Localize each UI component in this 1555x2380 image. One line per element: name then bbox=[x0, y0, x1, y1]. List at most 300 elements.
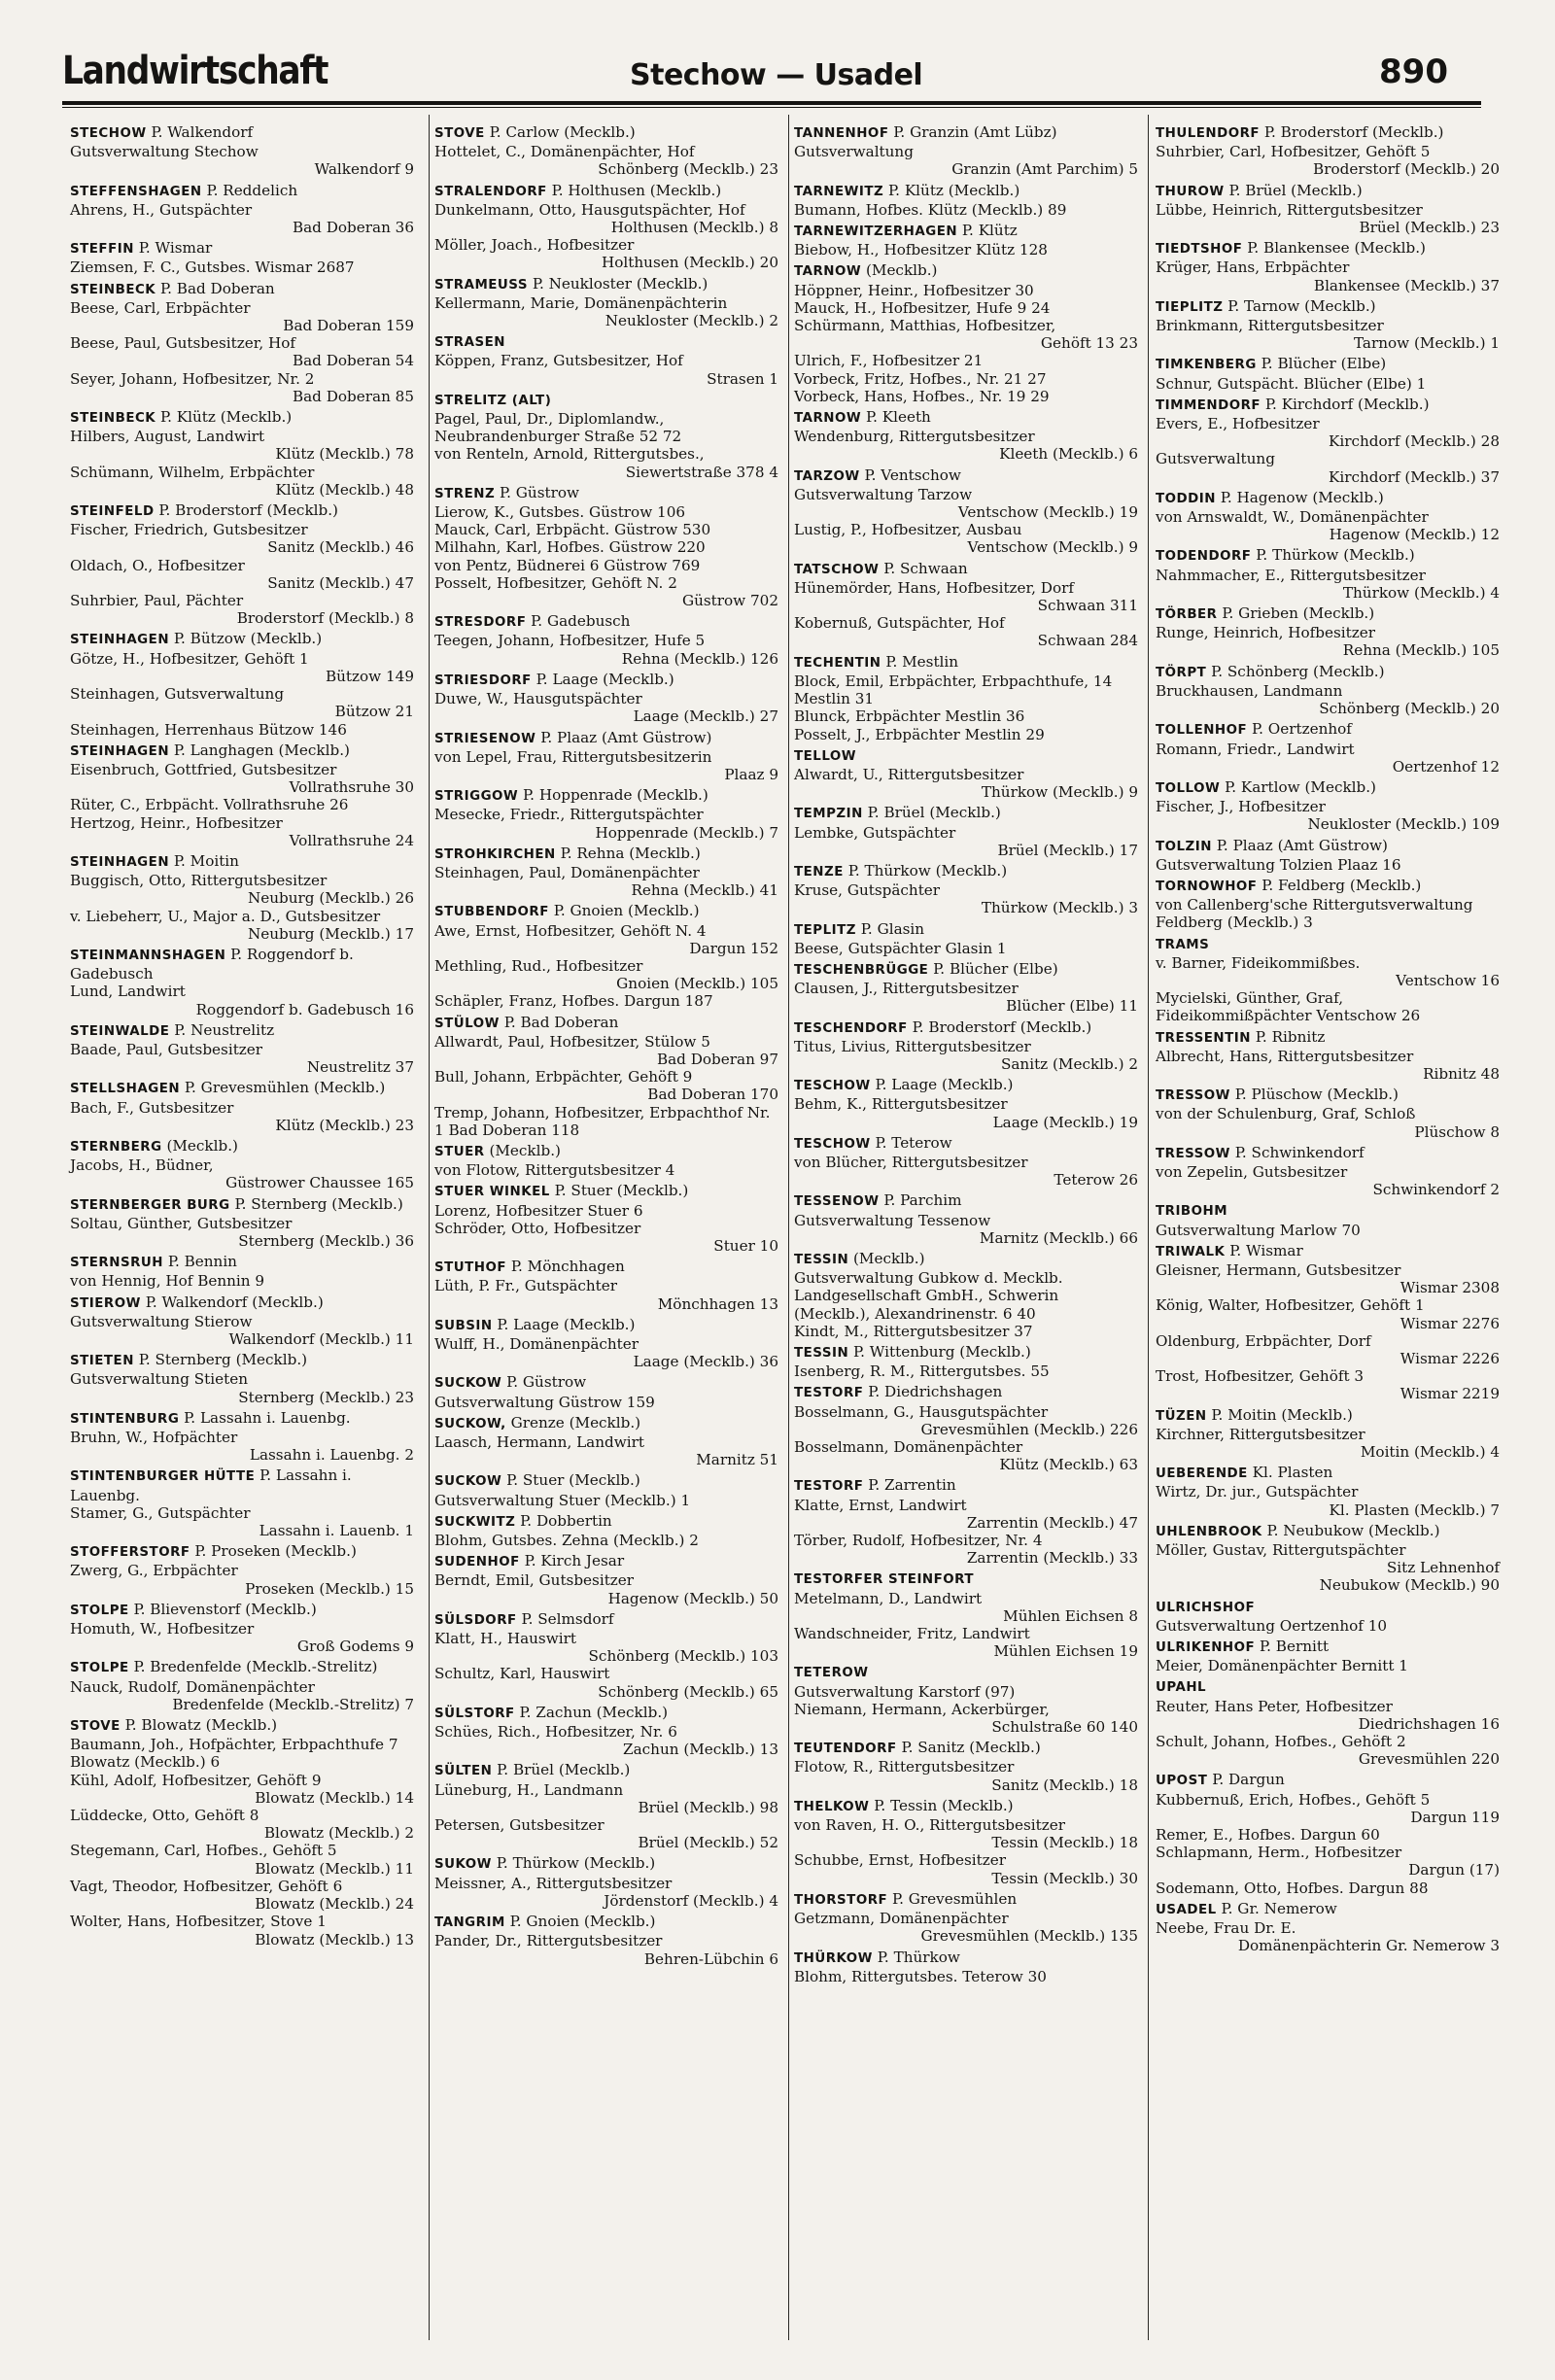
place-postal-location: P. Kirch Jesar bbox=[524, 1552, 625, 1570]
place-heading bbox=[794, 408, 1138, 428]
entry-location: Zarrentin (Mecklb.) 33 bbox=[966, 1549, 1138, 1568]
directory-entry bbox=[70, 796, 414, 813]
place-postal-location: P. Wismar bbox=[138, 239, 213, 258]
place-name: TOLLOW bbox=[1156, 780, 1221, 796]
entry-text: Zwerg, G., Erbpächter bbox=[70, 1562, 238, 1580]
directory-entry bbox=[70, 1215, 414, 1250]
entry-text: Vorbeck, Hans, Hofbes., Nr. 19 29 bbox=[794, 387, 1050, 405]
directory-entry bbox=[70, 334, 414, 369]
place-name: TRIWALK bbox=[1156, 1244, 1226, 1259]
directory-entry bbox=[434, 352, 778, 387]
entry-text: Eisenbruch, Gottfried, Gutsbesitzer bbox=[70, 760, 337, 778]
entry-text: Steinhagen, Herrenhaus Bützow 146 bbox=[70, 720, 347, 739]
directory-entry bbox=[434, 1532, 778, 1549]
place-name: TESCHENDORF bbox=[794, 1020, 908, 1036]
entry-location: Ribnitz 48 bbox=[1423, 1064, 1500, 1083]
place-postal-location: P. Rehna (Mecklb.) bbox=[560, 844, 701, 862]
place-postal-location: (Mecklb.) bbox=[489, 1141, 561, 1159]
place-postal-location: P. Laage (Mecklb.) bbox=[875, 1076, 1014, 1094]
entry-location: Bad Doberan 159 bbox=[283, 317, 414, 335]
directory-entry bbox=[794, 370, 1138, 388]
entry-text: Hünemörder, Hans, Hofbesitzer, Dorf bbox=[794, 578, 1074, 597]
place-name: SÜLSTORF bbox=[434, 1706, 515, 1721]
entry-text: Möller, Joach., Hofbesitzer bbox=[434, 236, 635, 255]
directory-entry bbox=[70, 872, 414, 907]
entry-location: Schwinkendorf 2 bbox=[1372, 1181, 1500, 1199]
place-postal-location: P. Grevesmühlen bbox=[891, 1889, 1018, 1908]
place-heading bbox=[70, 1079, 414, 1098]
entry-text: Gutsverwaltung Gubkow d. Mecklb. Landgesellschaft GmbH., Schwerin (Mecklb.), Alexandrinenstr. 6 40 bbox=[794, 1269, 1063, 1323]
directory-entry bbox=[434, 236, 778, 271]
place-postal-location: P. Glasin bbox=[860, 919, 925, 938]
directory-entry bbox=[434, 503, 778, 521]
place-name: STEFFIN bbox=[70, 242, 134, 258]
place-entry bbox=[1156, 239, 1500, 294]
directory-entry bbox=[1156, 1733, 1500, 1768]
place-postal-location: P. Gnoien (Mecklb.) bbox=[553, 902, 700, 920]
place-name: ULRICHSHOF bbox=[1156, 1600, 1256, 1615]
place-entry bbox=[1156, 778, 1500, 834]
directory-entry bbox=[794, 1212, 1138, 1247]
place-name: TRESSOW bbox=[1156, 1146, 1230, 1161]
entry-text: Schümann, Wilhelm, Erbpächter bbox=[70, 463, 315, 481]
place-entry bbox=[70, 1079, 414, 1134]
entry-text: Hilbers, August, Landwirt bbox=[70, 428, 265, 446]
entry-location: Tessin (Mecklb.) 18 bbox=[991, 1834, 1138, 1852]
entry-text: Block, Emil, Erbpächter, Erbpachthufe, 14 Mestlin 31 bbox=[794, 672, 1113, 708]
place-heading bbox=[434, 123, 778, 143]
place-entry bbox=[434, 275, 778, 330]
directory-entry bbox=[1156, 143, 1500, 178]
place-entry bbox=[794, 1383, 1138, 1473]
place-heading bbox=[434, 1373, 778, 1393]
place-name: STEFFENSHAGEN bbox=[70, 184, 202, 199]
directory-entry bbox=[794, 201, 1138, 219]
directory-entry bbox=[1156, 450, 1500, 485]
directory-entry bbox=[794, 521, 1138, 556]
directory-entry bbox=[434, 864, 778, 899]
place-entry bbox=[1156, 489, 1500, 544]
entry-location: Sanitz (Mecklb.) 2 bbox=[1000, 1054, 1138, 1073]
directory-entry bbox=[1156, 415, 1500, 450]
directory-entry bbox=[794, 1095, 1138, 1130]
entry-location: Rehna (Mecklb.) 105 bbox=[1342, 641, 1500, 660]
place-name: STEINHAGEN bbox=[70, 854, 170, 870]
place-postal-location: P. Güstrow bbox=[506, 1373, 587, 1392]
place-name: TOLLENHOF bbox=[1156, 723, 1248, 739]
entry-text: Bruckhausen, Landmann bbox=[1156, 681, 1343, 700]
place-postal-location: P. Grevesmühlen (Mecklb.) bbox=[184, 1079, 386, 1097]
entry-location: Neukloster (Mecklb.) 109 bbox=[1307, 815, 1500, 834]
entry-text: Lüddecke, Otto, Gehöft 8 bbox=[70, 1807, 259, 1825]
entry-location: Sanitz (Mecklb.) 46 bbox=[267, 538, 414, 557]
place-heading bbox=[794, 1476, 1138, 1496]
entry-location: Vollrathsruhe 30 bbox=[289, 778, 414, 797]
place-heading bbox=[1156, 1638, 1500, 1657]
place-entry bbox=[1156, 1144, 1500, 1199]
place-name: STERNBERG bbox=[70, 1139, 162, 1155]
place-postal-location: P. Gadebusch bbox=[531, 612, 631, 631]
place-postal-location: P. Broderstorf (Mecklb.) bbox=[912, 1018, 1092, 1036]
place-postal-location: Kl. Plasten bbox=[1252, 1464, 1333, 1482]
place-entry bbox=[1156, 837, 1500, 874]
header-rule bbox=[62, 101, 1481, 105]
place-heading bbox=[70, 239, 414, 259]
place-name: STRESDORF bbox=[434, 615, 527, 631]
column-3 bbox=[794, 121, 1138, 1985]
directory-entry bbox=[794, 881, 1138, 916]
place-name: TODDIN bbox=[1156, 491, 1216, 506]
place-name: TARNOW bbox=[794, 264, 862, 280]
entry-text: Buggisch, Otto, Rittergutsbesitzer bbox=[70, 872, 328, 890]
directory-entry bbox=[70, 685, 414, 720]
entry-text: Steinhagen, Paul, Domänenpächter bbox=[434, 863, 700, 881]
place-name: TEPLITZ bbox=[794, 922, 856, 938]
place-entry bbox=[794, 1343, 1138, 1380]
place-heading bbox=[70, 852, 414, 872]
entry-location: Schwaan 284 bbox=[1037, 632, 1138, 650]
entry-location: Mühlen Eichsen 19 bbox=[993, 1642, 1138, 1661]
entry-location: Laage (Mecklb.) 19 bbox=[992, 1113, 1138, 1131]
place-name: TESTORF bbox=[794, 1479, 864, 1495]
place-postal-location: P. Wittenburg (Mecklb.) bbox=[853, 1343, 1031, 1361]
place-heading bbox=[70, 501, 414, 521]
place-postal-location: P. Dobbertin bbox=[520, 1511, 612, 1530]
directory-entry bbox=[1156, 682, 1500, 717]
column-2 bbox=[434, 121, 778, 1968]
place-postal-location: P. Laage (Mecklb.) bbox=[536, 670, 674, 688]
entry-location: Bützow 149 bbox=[325, 667, 414, 685]
place-entry bbox=[70, 1716, 414, 1949]
place-postal-location: P. Oertzenhof bbox=[1252, 720, 1352, 739]
place-entry bbox=[434, 902, 778, 1010]
entry-location: Granzin (Amt Parchim) 5 bbox=[951, 160, 1138, 179]
place-name: STRALENDORF bbox=[434, 184, 547, 199]
place-name: SUCKOW bbox=[434, 1376, 502, 1392]
place-entry bbox=[434, 729, 778, 784]
directory-entry bbox=[794, 1362, 1138, 1380]
directory-entry bbox=[70, 650, 414, 685]
place-entry bbox=[70, 1658, 414, 1713]
directory-entry bbox=[794, 614, 1138, 649]
place-name: STEINFELD bbox=[70, 504, 155, 520]
place-postal-location: P. Thürkow (Mecklb.) bbox=[847, 861, 1008, 880]
place-entry bbox=[434, 786, 778, 842]
place-entry bbox=[794, 746, 1138, 802]
place-entry bbox=[434, 182, 778, 272]
entry-text: von der Schulenburg, Graf, Schloß bbox=[1156, 1105, 1416, 1123]
place-entry bbox=[434, 1471, 778, 1508]
place-heading bbox=[794, 466, 1138, 486]
place-heading bbox=[70, 408, 414, 428]
place-heading bbox=[794, 222, 1138, 241]
entry-text: Schürmann, Matthias, Hofbesitzer, bbox=[794, 317, 1056, 335]
place-name: TELLOW bbox=[794, 748, 857, 764]
place-name: STINTENBURGER HÜTTE bbox=[70, 1469, 256, 1485]
place-postal-location: P. Bennin bbox=[167, 1253, 237, 1271]
place-name: TÖRPT bbox=[1156, 665, 1207, 680]
entry-location: Walkendorf (Mecklb.) 11 bbox=[228, 1330, 414, 1348]
place-entry bbox=[434, 1512, 778, 1549]
entry-text: Bull, Johann, Erbpächter, Gehöft 9 bbox=[434, 1068, 693, 1087]
place-entry bbox=[434, 612, 778, 668]
place-heading bbox=[70, 1409, 414, 1429]
place-heading bbox=[70, 1021, 414, 1041]
place-name: TENZE bbox=[794, 864, 844, 880]
directory-entry bbox=[794, 1758, 1138, 1793]
place-postal-location: P. Bad Doberan bbox=[160, 279, 275, 297]
entry-text: Pander, Dr., Rittergutsbesitzer bbox=[434, 1932, 663, 1950]
column-divider bbox=[429, 115, 430, 2340]
entry-text: Kubbernuß, Erich, Hofbes., Gehöft 5 bbox=[1156, 1790, 1431, 1809]
place-heading bbox=[434, 902, 778, 921]
place-postal-location: P. Plaaz (Amt Güstrow) bbox=[540, 728, 712, 746]
entry-location: Brüel (Mecklb.) 52 bbox=[638, 1834, 778, 1852]
entry-text: Stegemann, Carl, Hofbes., Gehöft 5 bbox=[70, 1842, 337, 1860]
entry-location: Güstrow 702 bbox=[681, 592, 778, 610]
entry-location: Bad Doberan 97 bbox=[656, 1050, 778, 1068]
place-entry bbox=[434, 1182, 778, 1255]
place-entry bbox=[794, 1663, 1138, 1736]
entry-text: Gutsverwaltung Oertzenhof 10 bbox=[1156, 1616, 1388, 1635]
directory-entry bbox=[70, 1878, 414, 1913]
place-heading bbox=[1156, 123, 1500, 143]
directory-entry bbox=[434, 1068, 778, 1103]
entry-text: von Pentz, Büdnerei 6 Güstrow 769 bbox=[434, 556, 701, 574]
place-heading bbox=[434, 1142, 778, 1161]
entry-text: Ulrich, F., Hofbesitzer 21 bbox=[794, 352, 984, 370]
directory-entry bbox=[434, 538, 778, 556]
place-name: TRESSOW bbox=[1156, 1088, 1230, 1104]
header-rule-thin bbox=[62, 107, 1481, 108]
entry-location: Grevesmühlen (Mecklb.) 135 bbox=[920, 1927, 1138, 1946]
entry-location: Behren-Lübchin 6 bbox=[643, 1949, 778, 1968]
entry-text: Niemann, Hermann, Ackerbürger, bbox=[794, 1700, 1050, 1718]
entry-text: von Hennig, Hof Bennin 9 bbox=[70, 1272, 265, 1291]
directory-entry bbox=[70, 201, 414, 236]
place-heading bbox=[434, 1182, 778, 1201]
entry-location: Neustrelitz 37 bbox=[306, 1058, 414, 1077]
place-heading bbox=[70, 182, 414, 201]
place-postal-location: P. Kleeth bbox=[865, 408, 931, 427]
entry-text: Mauck, H., Hofbesitzer, Hufe 9 24 bbox=[794, 298, 1051, 317]
entry-location: Grevesmühlen (Mecklb.) 226 bbox=[920, 1420, 1138, 1438]
directory-entry bbox=[794, 940, 1138, 957]
place-name: STOLPE bbox=[70, 1603, 129, 1618]
entry-text: Runge, Heinrich, Hofbesitzer bbox=[1156, 624, 1376, 642]
entry-text: Kruse, Gutspächter bbox=[794, 881, 941, 900]
place-name: THÜRKOW bbox=[794, 1950, 873, 1966]
place-name: STERNBERGER BURG bbox=[70, 1197, 230, 1213]
place-entry bbox=[1156, 935, 1500, 1025]
directory-entry bbox=[1156, 896, 1500, 931]
place-name: TARZOW bbox=[794, 468, 860, 484]
entry-location: Blowatz (Mecklb.) 11 bbox=[255, 1859, 414, 1878]
place-heading bbox=[1156, 1201, 1500, 1221]
place-heading bbox=[1156, 1242, 1500, 1261]
directory-entry bbox=[434, 445, 778, 480]
entry-location: Klütz (Mecklb.) 48 bbox=[275, 480, 414, 499]
directory-entry bbox=[434, 1875, 778, 1910]
place-name: STIETEN bbox=[70, 1354, 134, 1369]
entry-text: Gutsverwaltung Stieten bbox=[70, 1370, 248, 1389]
directory-entry bbox=[794, 1269, 1138, 1323]
entry-location: Kirchdorf (Mecklb.) 28 bbox=[1329, 432, 1500, 451]
entry-text: Gutsverwaltung bbox=[1156, 450, 1275, 468]
entry-location: Groß Godems 9 bbox=[296, 1638, 414, 1656]
place-entry bbox=[794, 862, 1138, 917]
place-postal-location: P. Roggendorf b. Gadebusch bbox=[70, 945, 354, 983]
entry-location: Schönberg (Mecklb.) 23 bbox=[598, 160, 778, 179]
entry-text: Gleisner, Hermann, Gutsbesitzer bbox=[1156, 1260, 1401, 1279]
directory-entry bbox=[794, 317, 1138, 352]
entry-text: Ahrens, H., Gutspächter bbox=[70, 200, 253, 219]
entry-text: Schnur, Gutspächt. Blücher (Elbe) 1 bbox=[1156, 374, 1427, 393]
entry-location: Blücher (Elbe) 11 bbox=[1006, 997, 1138, 1016]
place-postal-location: P. Langhagen (Mecklb.) bbox=[173, 741, 350, 759]
entry-location: Wismar 2219 bbox=[1400, 1385, 1500, 1403]
entry-text: von Raven, H. O., Rittergutsbesitzer bbox=[794, 1816, 1065, 1835]
directory-entry bbox=[1156, 1826, 1500, 1844]
place-heading bbox=[434, 1704, 778, 1723]
place-postal-location: P. Mönchhagen bbox=[510, 1258, 625, 1276]
place-name: STEINMANNSHAGEN bbox=[70, 948, 226, 963]
place-heading bbox=[1156, 877, 1500, 896]
place-entry bbox=[70, 1542, 414, 1598]
place-entry bbox=[794, 466, 1138, 557]
entry-location: Dargun 119 bbox=[1410, 1808, 1500, 1826]
entry-text: Oldenburg, Erbpächter, Dorf bbox=[1156, 1331, 1371, 1350]
place-heading bbox=[434, 1913, 778, 1932]
entry-location: Wismar 2308 bbox=[1400, 1279, 1500, 1297]
entry-location: Strasen 1 bbox=[707, 369, 778, 388]
place-postal-location: P. Blowatz (Mecklb.) bbox=[124, 1716, 278, 1735]
place-entry bbox=[794, 408, 1138, 464]
directory-entry bbox=[70, 521, 414, 556]
place-name: SÜLTEN bbox=[434, 1764, 493, 1779]
place-postal-location: P. Selmsdorf bbox=[521, 1609, 614, 1628]
place-heading bbox=[1156, 1677, 1500, 1697]
place-heading bbox=[434, 786, 778, 806]
directory-entry bbox=[70, 1099, 414, 1134]
entry-text: Berndt, Emil, Gutsbesitzer bbox=[434, 1571, 635, 1590]
place-heading bbox=[70, 1658, 414, 1677]
place-name: TARNEWITZ bbox=[794, 184, 884, 199]
directory-entry bbox=[794, 824, 1138, 859]
place-postal-location: P. Lassahn i. Lauenbg. bbox=[70, 1466, 352, 1504]
place-postal-location: P. Thürkow bbox=[877, 1948, 960, 1966]
entry-location: Klütz (Mecklb.) 23 bbox=[275, 1116, 414, 1134]
entry-location: Schönberg (Mecklb.) 20 bbox=[1319, 700, 1500, 718]
entry-text: Klatt, H., Hauswirt bbox=[434, 1630, 576, 1648]
place-name: STRIGGOW bbox=[434, 789, 519, 805]
entry-text: Soltau, Günther, Gutsbesitzer bbox=[70, 1214, 293, 1232]
entry-text: Schultz, Karl, Hauswirt bbox=[434, 1665, 610, 1683]
entry-text: Bruhn, W., Hofpächter bbox=[70, 1429, 238, 1447]
place-name: TIMMENDORF bbox=[1156, 397, 1261, 413]
place-postal-location: P. Grieben (Mecklb.) bbox=[1222, 604, 1375, 623]
directory-entry bbox=[1156, 1483, 1500, 1518]
entry-text: Schröder, Otto, Hofbesitzer bbox=[434, 1219, 641, 1237]
entry-location: Marnitz (Mecklb.) 66 bbox=[979, 1228, 1138, 1247]
directory-entry bbox=[794, 143, 1138, 178]
directory-entry bbox=[794, 726, 1138, 743]
directory-entry bbox=[434, 1781, 778, 1816]
entry-location: Hagenow (Mecklb.) 50 bbox=[607, 1589, 778, 1607]
directory-entry bbox=[70, 259, 414, 276]
place-entry bbox=[1156, 396, 1500, 486]
entry-text: Alwardt, U., Rittergutsbesitzer bbox=[794, 765, 1024, 783]
place-postal-location: P. Lassahn i. Lauenbg. bbox=[184, 1408, 351, 1427]
entry-location: Wismar 2276 bbox=[1400, 1314, 1500, 1332]
place-heading bbox=[1156, 182, 1500, 201]
entry-text: Gutsverwaltung Stechow bbox=[70, 143, 259, 161]
place-postal-location: P. Ventschow bbox=[864, 466, 961, 484]
entry-location: Moitin (Mecklb.) 4 bbox=[1360, 1443, 1500, 1462]
entry-text: Lorenz, Hofbesitzer Stuer 6 bbox=[434, 1201, 643, 1220]
entry-location: Zarrentin (Mecklb.) 47 bbox=[966, 1513, 1138, 1532]
entry-text: Gutsverwaltung Stuer (Mecklb.) 1 bbox=[434, 1491, 691, 1509]
place-entry bbox=[794, 1949, 1138, 1985]
place-heading bbox=[434, 332, 778, 352]
entry-location: Rehna (Mecklb.) 41 bbox=[631, 881, 778, 900]
directory-entry bbox=[1156, 375, 1500, 393]
place-heading bbox=[434, 182, 778, 201]
entry-location: Jördenstorf (Mecklb.) 4 bbox=[604, 1891, 778, 1910]
directory-entry bbox=[1156, 1426, 1500, 1461]
place-postal-location: (Mecklb.) bbox=[166, 1136, 238, 1155]
place-name: TANGRIM bbox=[434, 1915, 505, 1931]
entry-text: Schubbe, Ernst, Hofbesitzer bbox=[794, 1851, 1006, 1870]
directory-entry bbox=[794, 1038, 1138, 1073]
place-name: UEBERENDE bbox=[1156, 1466, 1248, 1482]
entry-text: Baade, Paul, Gutsbesitzer bbox=[70, 1040, 263, 1058]
entry-text: Getzmann, Domänenpächter bbox=[794, 1910, 1009, 1928]
directory-entry bbox=[434, 1723, 778, 1758]
entry-text: Höppner, Heinr., Hofbesitzer 30 bbox=[794, 281, 1034, 299]
place-entry bbox=[794, 1018, 1138, 1074]
entry-text: Methling, Rud., Hofbesitzer bbox=[434, 956, 643, 975]
directory-entry bbox=[794, 428, 1138, 463]
entry-text: Wulff, H., Domänenpächter bbox=[434, 1335, 639, 1353]
place-entry bbox=[434, 845, 778, 900]
place-postal-location: P. Holthusen (Mecklb.) bbox=[551, 181, 722, 199]
place-heading bbox=[1156, 489, 1500, 508]
place-heading bbox=[70, 630, 414, 649]
place-postal-location: P. Sanitz (Mecklb.) bbox=[901, 1739, 1041, 1757]
directory-entry bbox=[1156, 1261, 1500, 1296]
place-entry bbox=[794, 123, 1138, 179]
directory-entry bbox=[434, 143, 778, 178]
entry-location: Grevesmühlen 220 bbox=[1358, 1750, 1500, 1769]
entry-text: Trost, Hofbesitzer, Gehöft 3 bbox=[1156, 1367, 1365, 1386]
directory-entry bbox=[70, 1272, 414, 1290]
place-name: STINTENBURG bbox=[70, 1411, 180, 1427]
entry-location: Dargun (17) bbox=[1408, 1861, 1500, 1880]
entry-text: Schult, Johann, Hofbes., Gehöft 2 bbox=[1156, 1733, 1406, 1751]
entry-location: Domänenpächterin Gr. Nemerow 3 bbox=[1237, 1937, 1500, 1955]
place-postal-location: P. Bad Doberan bbox=[503, 1013, 619, 1031]
place-postal-location: P. Carlow (Mecklb.) bbox=[489, 123, 636, 141]
entry-location: Vollrathsruhe 24 bbox=[289, 831, 414, 849]
entry-text: Hottelet, C., Domänenpächter, Hof bbox=[434, 143, 695, 161]
place-heading bbox=[794, 1191, 1138, 1211]
place-name: TATSCHOW bbox=[794, 562, 880, 577]
entry-location: Laage (Mecklb.) 27 bbox=[633, 707, 778, 726]
entry-text: Baumann, Joh., Hofpächter, Erbpachthufe 7 Blowatz (Mecklb.) 6 bbox=[70, 1736, 398, 1772]
place-heading bbox=[70, 1195, 414, 1215]
directory-entry bbox=[1156, 856, 1500, 874]
